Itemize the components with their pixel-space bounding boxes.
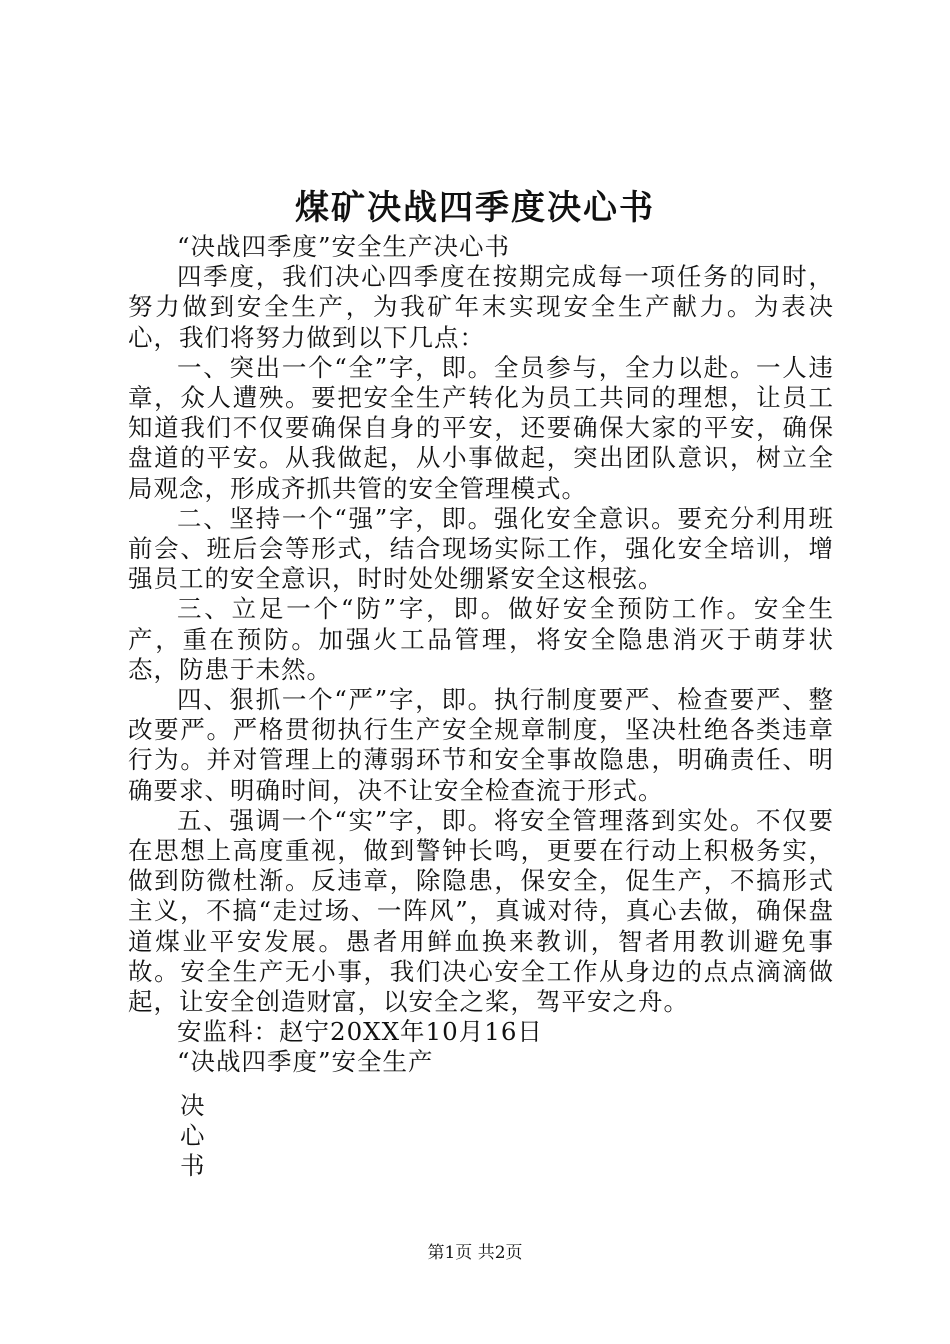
heading-line: “决战四季度”安全生产决心书 [177,232,511,261]
page-footer: 第1页 共2页 [427,1243,523,1263]
document-title: 煤矿决战四季度决心书 [295,188,655,228]
document-body [128,232,834,1078]
subtitle-repeat: “决战四季度”安全生产 [177,1047,434,1077]
vertical-char: 决 [180,1091,205,1120]
signature-line: 安监科：赵宁20XX年10月16日 [177,1017,543,1047]
paragraph-point-2: 二、坚持一个“强”字，即。强化安全意识。要充分利用班前会、班后会等形式，结合现场实际工作，强化安全培训，增强员工的安全意识，时时处处绷紧安全这根弦。 [128,503,834,594]
vertical-char: 心 [180,1121,205,1151]
paragraph-point-4: 四、狠抓一个“严”字，即。执行制度要严、检查要严、整改要严。严格贯彻执行生产安全规章制度，坚决杜绝各类违章行为。并对管理上的薄弱环节和安全事故隐患，明确责任、明确要求、明确时间，决不让安全检查流于形式。 [128,685,834,805]
vertical-char: 书 [180,1151,205,1181]
vertical-text [180,1091,205,1182]
paragraph-point-3: 三、立足一个“防”字，即。做好安全预防工作。安全生产，重在预防。加强火工品管理，将安全隐患消灭于萌芽状态，防患于未然。 [128,594,834,684]
paragraph-point-5: 五、强调一个“实”字，即。将安全管理落到实处。不仅要在思想上高度重视，做到警钟长鸣，更要在行动上积极务实，做到防微杜渐。反违章，除隐患，保安全，促生产，不搞形式主义，不搞“走过场、一阵风”，真诚对待，真心去做，确保盘道煤业平安发展。愚者用鲜血换来教训，智者用教训避免事故。安全生产无小事，我们决心安全工作从身边的点点滴滴做起，让安全创造财富，以安全之桨，驾平安之舟。 [128,805,834,1017]
paragraph-intro: 四季度，我们决心四季度在按期完成每一项任务的同时，努力做到安全生产，为我矿年末实现安全生产献力。为表决心，我们将努力做到以下几点： [128,262,834,352]
paragraph-point-1: 一、突出一个“全”字，即。全员参与，全力以赴。一人违章，众人遭殃。要把安全生产转化为员工共同的理想，让员工知道我们不仅要确保自身的平安，还要确保大家的平安，确保盘道的平安。从我做起，从小事做起，突出团队意识，树立全局观念，形成齐抓共管的安全管理模式。 [128,352,834,503]
